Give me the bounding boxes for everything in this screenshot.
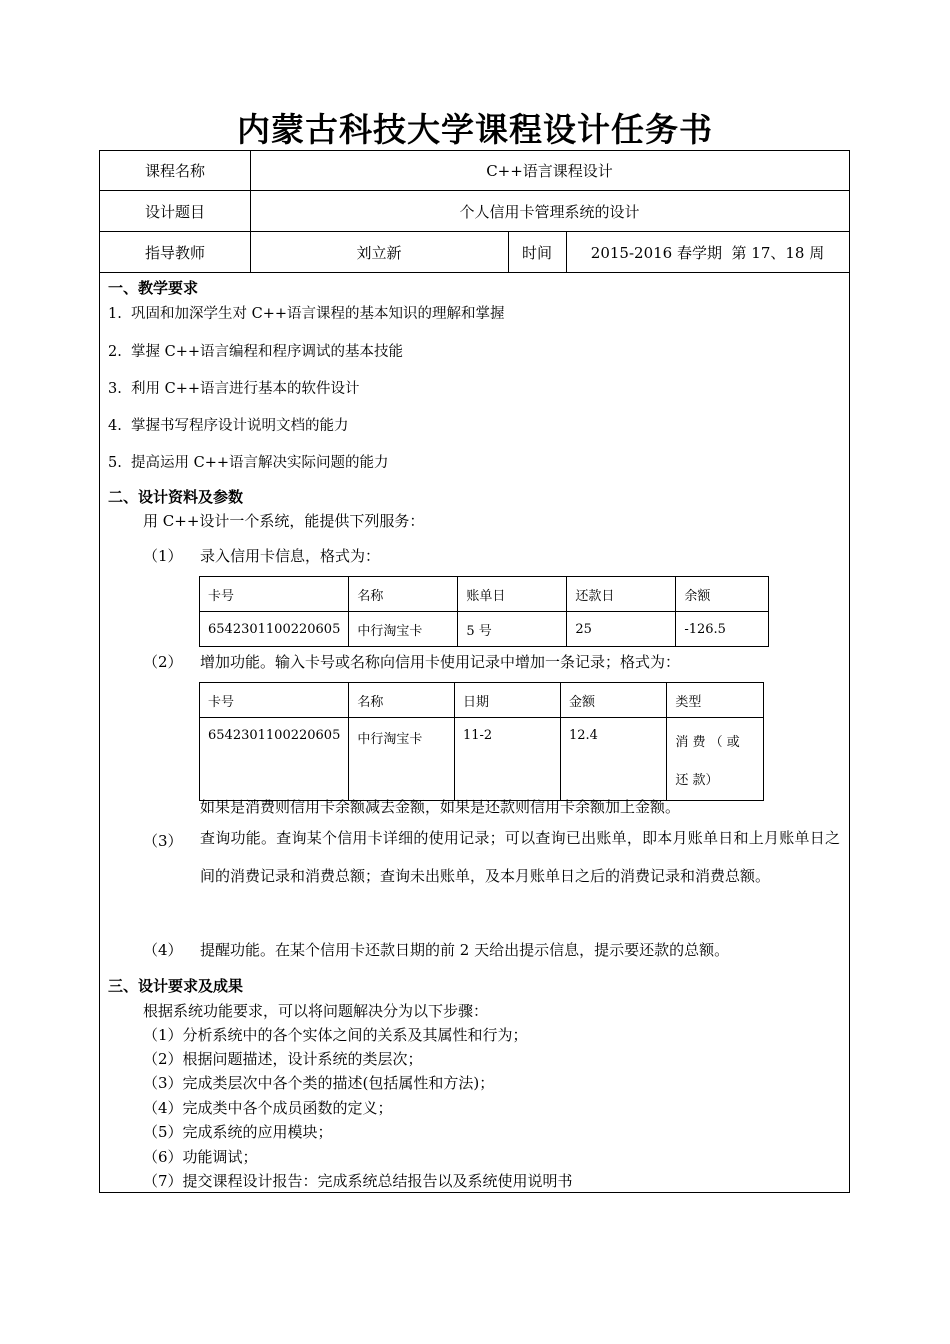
table2-header: 金额 — [561, 683, 667, 718]
task-form — [99, 150, 850, 1193]
item-3-number: （3） — [143, 832, 183, 850]
req-item-3: 3. 利用 C++语言进行基本的软件设计 — [108, 381, 360, 397]
item-3-text: 查询功能。查询某个信用卡详细的使用记录；可以查询已出账单，即本月账单日和上月账单日之间的消费记录和消费总额；查询未出账单，及本月账单日之后的消费记录和消费总额。 — [200, 829, 840, 885]
step-item: （3）完成类层次中各个类的描述(包括属性和方法)； — [143, 1074, 495, 1092]
step-item: （7）提交课程设计报告：完成系统总结报告以及系统使用说明书 — [143, 1172, 573, 1190]
req-item-1: 1. 巩固和加深学生对 C++语言课程的基本知识的理解和掌握 — [108, 306, 505, 322]
usage-record-table — [199, 682, 764, 801]
item-4-number: （4） — [143, 941, 183, 959]
item-2-number: （2） — [143, 653, 183, 671]
card-info-table — [199, 576, 769, 647]
item-1-number: （1） — [143, 547, 183, 565]
section-3-intro: 根据系统功能要求，可以将问题解决分为以下步骤： — [143, 1002, 489, 1020]
section-2-intro: 用 C++设计一个系统，能提供下列服务： — [143, 512, 425, 530]
table1-cell: 中行淘宝卡 — [349, 612, 458, 647]
step-item: （1）分析系统中的各个实体之间的关系及其属性和行为； — [143, 1026, 528, 1044]
table1-header: 账单日 — [458, 577, 567, 612]
teacher-row — [100, 232, 849, 273]
course-row — [100, 151, 849, 191]
step-item: （2）根据问题描述，设计系统的类层次； — [143, 1050, 423, 1068]
table2-cell: 11-2 — [455, 718, 561, 801]
course-value: C++语言课程设计 — [486, 162, 613, 180]
req-item-5: 5. 提高运用 C++语言解决实际问题的能力 — [108, 455, 389, 471]
topic-value: 个人信用卡管理系统的设计 — [459, 202, 640, 221]
table2-cell: 中行淘宝卡 — [349, 718, 455, 801]
step-item: （4）完成类中各个成员函数的定义； — [143, 1099, 393, 1117]
req-item-2: 2. 掌握 C++语言编程和程序调试的基本技能 — [108, 344, 404, 360]
table2-header: 类型 — [667, 683, 764, 718]
teacher-label: 指导教师 — [144, 243, 205, 262]
topic-row — [100, 191, 849, 232]
item-4-text: 提醒功能。在某个信用卡还款日期的前 2 天给出提示信息，提示要还款的总额。 — [200, 941, 730, 959]
teacher-value: 刘立新 — [356, 243, 402, 262]
topic-label: 设计题目 — [144, 202, 205, 221]
section-2-title: 二、设计资料及参数 — [108, 488, 244, 506]
time-value: 2015-2016 春学期 第 17、18 周 — [590, 243, 825, 262]
table1-cell: 25 — [567, 612, 676, 647]
item-2-text: 增加功能。输入卡号或名称向信用卡使用记录中增加一条记录；格式为： — [200, 653, 681, 671]
req-item-4: 4. 掌握书写程序设计说明文档的能力 — [108, 418, 349, 434]
table2-header: 日期 — [455, 683, 561, 718]
table1-cell: 5 号 — [458, 612, 567, 647]
step-item: （5）完成系统的应用模块； — [143, 1123, 333, 1141]
table2-cell: 消 费 （ 或 还 款） — [667, 718, 764, 801]
section-1-title: 一、教学要求 — [108, 279, 199, 297]
table1-header: 名称 — [349, 577, 458, 612]
step-item: （6）功能调试； — [143, 1148, 258, 1166]
table1-cell: 6542301100220605 — [200, 612, 349, 647]
table2-cell: 12.4 — [561, 718, 667, 801]
item-1-text: 录入信用卡信息，格式为： — [200, 547, 381, 565]
table1-header: 卡号 — [200, 577, 349, 612]
table2-header: 卡号 — [200, 683, 349, 718]
table2-header: 名称 — [349, 683, 455, 718]
table2-cell: 6542301100220605 — [200, 718, 349, 801]
section-3-title: 三、设计要求及成果 — [108, 977, 244, 995]
time-label: 时间 — [521, 243, 552, 262]
course-label: 课程名称 — [144, 162, 205, 180]
item-2-note: 如果是消费则信用卡余额减去金额，如果是还款则信用卡余额加上金额。 — [200, 798, 681, 816]
page-title: 内蒙古科技大学课程设计任务书 — [237, 110, 713, 149]
table1-header: 还款日 — [567, 577, 676, 612]
table1-cell: -126.5 — [676, 612, 769, 647]
table1-header: 余额 — [676, 577, 769, 612]
